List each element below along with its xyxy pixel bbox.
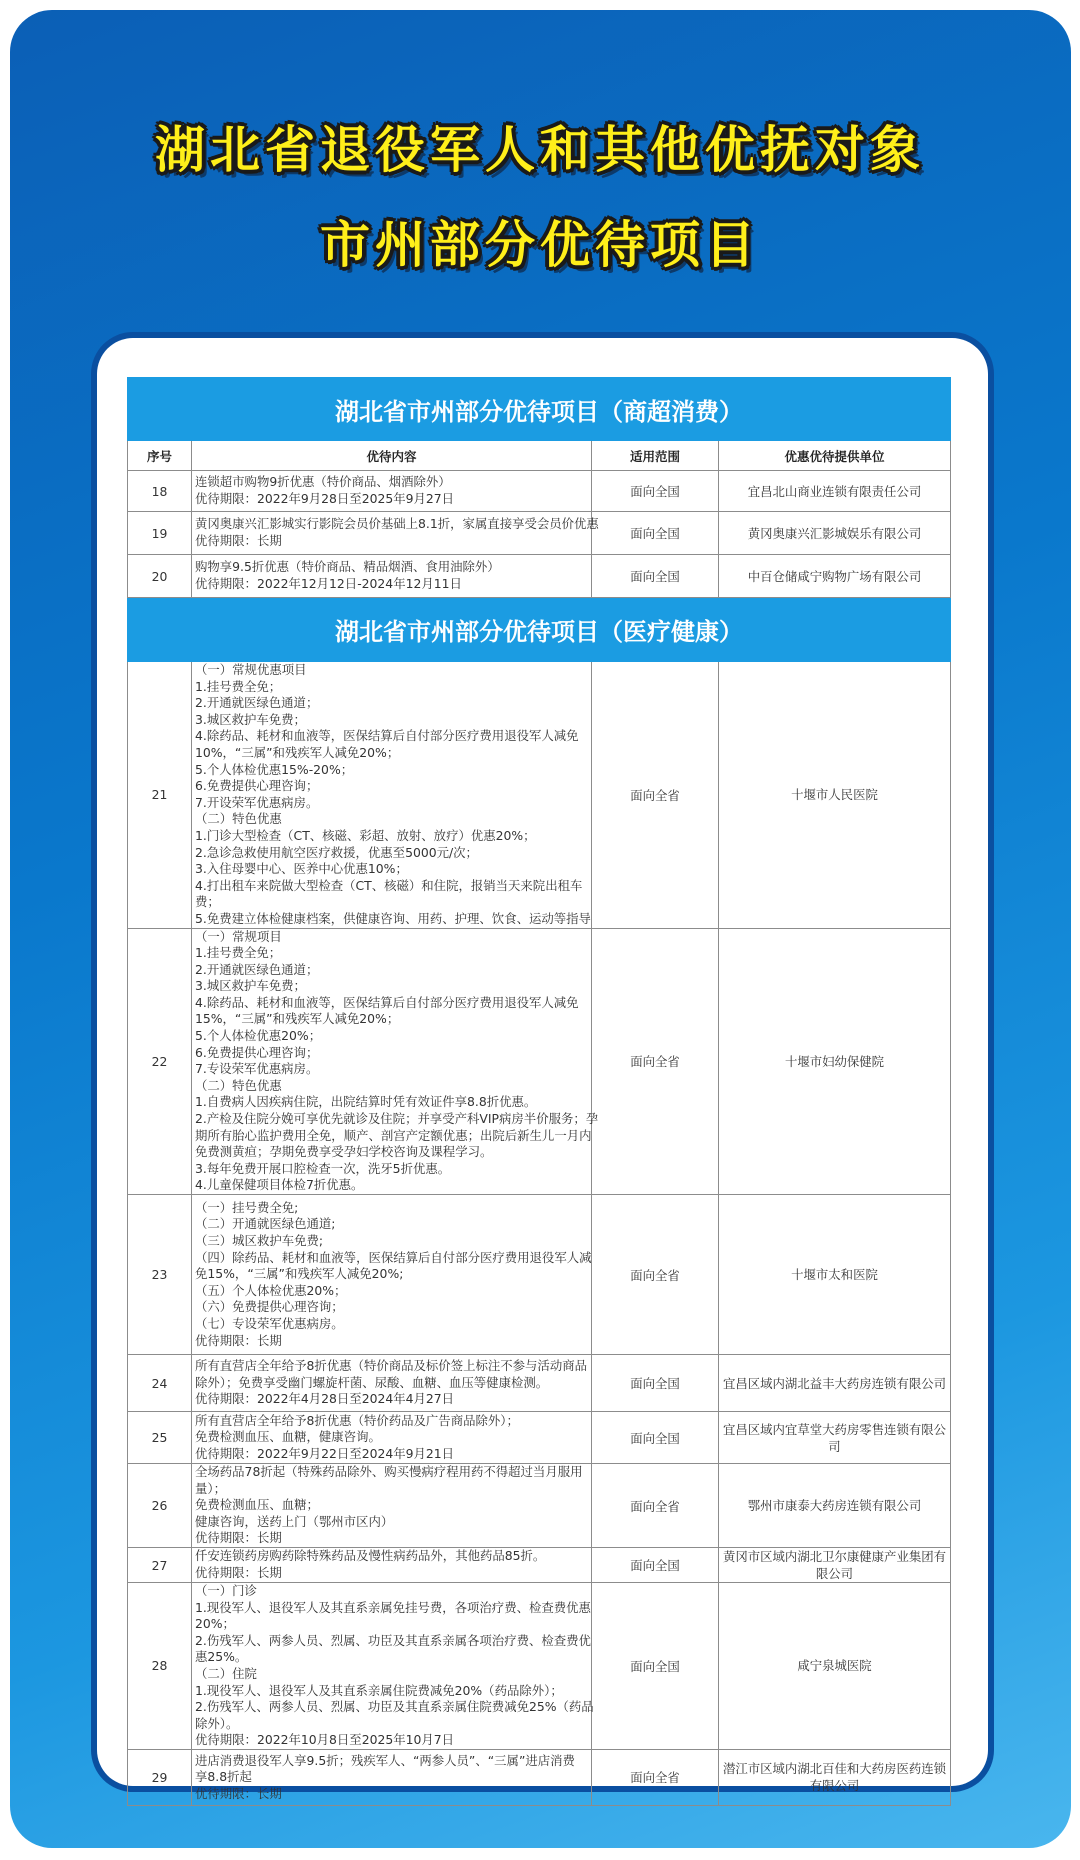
benefit-line: 费；: [195, 894, 220, 910]
benefit-line: （四）除药品、耗材和血液等，医保结算后自付部分医疗费用退役军人减: [195, 1249, 592, 1265]
benefit-line: 6.免费提供心理咨询；: [195, 1044, 319, 1060]
benefit-line: 进店消费退役军人享9.5折；残疾军人、“两参人员”、“三属”进店消费: [195, 1752, 575, 1768]
table-row: [128, 1583, 951, 1750]
benefit-line: 1.自费病人因疾病住院，出院结算时凭有效证件享8.8折优惠。: [195, 1094, 537, 1110]
scope: 面向全国: [592, 1412, 719, 1464]
benefit-content: [192, 555, 592, 598]
table-row: [128, 471, 951, 512]
benefit-line: 仟安连锁药房购药除特殊药品及慢性病药品外，其他药品85折。: [195, 1548, 546, 1564]
provider: 宜昌区域内宜草堂大药房零售连锁有限公司: [719, 1412, 951, 1464]
benefit-line: （五）个人体检优惠20%；: [195, 1282, 347, 1298]
benefit-line: 所有直营店全年给予8折优惠（特价药品及广告商品除外）；: [195, 1412, 519, 1428]
benefits-table: [127, 377, 951, 1806]
benefit-line: 1.现役军人、退役军人及其直系亲属免挂号费，各项治疗费、检查费优惠: [195, 1599, 591, 1615]
benefit-line: （一）门诊: [195, 1583, 257, 1598]
column-header-scope: 适用范围: [592, 441, 719, 471]
benefit-line: （二）特色优惠: [195, 1077, 282, 1093]
provider: 鄂州市康泰大药房连锁有限公司: [719, 1464, 951, 1548]
benefit-line: 15%，“三属”和残疾军人减免20%；: [195, 1011, 400, 1027]
benefit-line: 优待期限：长期: [195, 533, 282, 548]
benefit-line: 优待期限：2022年10月8日至2025年10月7日: [195, 1732, 455, 1748]
section-title: 湖北省市州部分优待项目（商超消费）: [128, 378, 951, 441]
benefit-line: 5.个人体检优惠20%；: [195, 1028, 322, 1044]
benefit-line: 免费检测血压、血糖，健康咨询。: [195, 1429, 381, 1445]
provider: 宜昌北山商业连锁有限责任公司: [719, 471, 951, 512]
benefit-content: [192, 512, 599, 555]
scope: 面向全省: [592, 1195, 719, 1355]
benefit-line: 1.门诊大型检查（CT、核磁、彩超、放射、放疗）优惠20%；: [195, 827, 536, 843]
benefit-line: 优待期限：2022年9月28日至2025年9月27日: [195, 491, 455, 506]
benefit-line: 10%，“三属”和残疾军人减免20%；: [195, 744, 400, 760]
table-row: [128, 1548, 951, 1583]
benefit-content: [192, 1583, 592, 1750]
provider: 黄冈市区域内湖北卫尔康健康产业集团有限公司: [719, 1548, 951, 1583]
benefit-line: 免费检测血压、血糖；: [195, 1497, 319, 1513]
benefit-line: 期所有胎心监护费用全免，顺产、剖宫产定额优惠；出院后新生儿一月内: [195, 1127, 592, 1143]
benefit-line: 量）；: [195, 1480, 226, 1496]
scope: 面向全国: [592, 1583, 719, 1750]
benefit-line: （七）专设荣军优惠病房。: [195, 1315, 344, 1331]
row-number: 29: [128, 1749, 192, 1805]
provider: 潜江市区域内湖北百佳和大药房医药连锁有限公司: [719, 1749, 951, 1805]
benefit-line: 4.除药品、耗材和血液等，医保结算后自付部分医疗费用退役军人减免: [195, 728, 579, 744]
benefit-line: 优待期限：长期: [195, 1785, 282, 1801]
row-number: 21: [128, 662, 192, 929]
benefit-content: [192, 471, 592, 512]
benefit-line: 优待期限：长期: [195, 1332, 282, 1348]
table-row: [128, 928, 951, 1195]
section-header: [128, 598, 951, 662]
benefit-content: [192, 1464, 592, 1548]
section-title: 湖北省市州部分优待项目（医疗健康）: [128, 598, 951, 662]
benefit-line: 3.入住母婴中心、医养中心优惠10%；: [195, 861, 408, 877]
benefit-line: 优待期限：2022年12月12日-2024年12月11日: [195, 576, 462, 591]
table-row: [128, 662, 951, 929]
column-header-content: 优待内容: [192, 441, 592, 471]
benefit-line: 5.个人体检优惠15%-20%；: [195, 761, 354, 777]
scope: 面向全国: [592, 512, 719, 555]
scope: 面向全国: [592, 471, 719, 512]
benefit-content: [192, 1355, 592, 1412]
benefit-line: 优待期限：长期: [195, 1565, 282, 1580]
row-number: 26: [128, 1464, 192, 1548]
row-number: 19: [128, 512, 192, 555]
column-header-num: 序号: [128, 441, 192, 471]
scope: 面向全省: [592, 1464, 719, 1548]
benefit-line: 健康咨询，送药上门（鄂州市区内）: [195, 1513, 394, 1529]
benefit-line: 3.城区救护车免费；: [195, 711, 306, 727]
table-row: [128, 1749, 951, 1805]
benefit-line: 购物享9.5折优惠（特价商品、精品烟酒、食用油除外）: [195, 559, 500, 575]
provider: 中百仓储咸宁购物广场有限公司: [719, 555, 951, 598]
table-row: [128, 1355, 951, 1412]
benefit-line: 惠25%。: [195, 1649, 248, 1665]
benefit-content: [192, 1195, 592, 1355]
page-title-line2: 市州部分优待项目: [320, 216, 760, 274]
benefit-content: [192, 1412, 592, 1464]
table-row: [128, 512, 951, 555]
row-number: 28: [128, 1583, 192, 1750]
page-title-line1: 湖北省退役军人和其他优抚对象: [155, 121, 925, 179]
benefit-line: 优待期限：2022年9月22日至2024年9月21日: [195, 1445, 455, 1461]
row-number: 22: [128, 928, 192, 1195]
benefit-line: 优待期限：长期: [195, 1530, 282, 1546]
benefit-line: 除外）；免费享受幽门螺旋杆菌、尿酸、血糖、血压等健康检测。: [195, 1374, 549, 1390]
benefit-line: 黄冈奥康兴汇影城实行影院会员价基础上8.1折，家属直接享受会员价优惠: [195, 516, 599, 532]
benefit-line: 优待期限：2022年4月28日至2024年4月27日: [195, 1391, 455, 1407]
provider: 黄冈奥康兴汇影城娱乐有限公司: [719, 512, 951, 555]
benefit-line: 7.开设荣军优惠病房。: [195, 794, 319, 810]
benefit-line: 免费测黄疸；孕期免费享受孕妇学校咨询及课程学习。: [195, 1144, 493, 1160]
benefit-line: 免15%，“三属”和残疾军人减免20%;: [195, 1266, 404, 1282]
row-number: 20: [128, 555, 192, 598]
row-number: 25: [128, 1412, 192, 1464]
benefit-line: 4.打出租车来院做大型检查（CT、核磁）和住院，报销当天来院出租车: [195, 877, 583, 893]
benefit-line: （二）开通就医绿色通道;: [195, 1216, 336, 1232]
column-header-row: [128, 441, 951, 471]
benefit-line: 享8.8折起: [195, 1769, 252, 1785]
benefit-line: （一）常规优惠项目: [195, 662, 307, 677]
benefit-line: 除外）。: [195, 1715, 239, 1731]
benefit-line: 6.免费提供心理咨询；: [195, 778, 319, 794]
table-row: [128, 1464, 951, 1548]
table-row: [128, 1195, 951, 1355]
scope: 面向全省: [592, 928, 719, 1195]
benefit-line: （二）住院: [195, 1665, 257, 1681]
table-row: [128, 1412, 951, 1464]
benefit-line: （一）常规项目: [195, 928, 282, 944]
scope: 面向全国: [592, 1548, 719, 1583]
benefit-line: 所有直营店全年给予8折优惠（特价商品及标价签上标注不参与活动商品: [195, 1358, 587, 1374]
benefit-line: 4.儿童保健项目体检7折优惠。: [195, 1177, 364, 1193]
benefit-line: 1.现役军人、退役军人及其直系亲属住院费减免20%（药品除外）；: [195, 1682, 563, 1698]
provider: 宜昌区域内湖北益丰大药房连锁有限公司: [719, 1355, 951, 1412]
benefit-line: 20%；: [195, 1616, 235, 1632]
benefit-line: （三）城区救护车免费;: [195, 1233, 324, 1249]
benefit-line: 2.开通就医绿色通道；: [195, 961, 319, 977]
benefit-content: [192, 928, 599, 1195]
table-row: [128, 555, 951, 598]
row-number: 18: [128, 471, 192, 512]
benefit-line: 2.急诊急救使用航空医疗救援，优惠至5000元/次；: [195, 844, 478, 860]
benefit-line: 2.产检及住院分娩可享优先就诊及住院；并享受产科VIP病房半价服务；孕: [195, 1111, 599, 1127]
benefit-line: 4.除药品、耗材和血液等，医保结算后自付部分医疗费用退役军人减免: [195, 994, 579, 1010]
benefit-line: 7.专设荣军优惠病房。: [195, 1061, 319, 1077]
benefit-line: 3.城区救护车免费；: [195, 978, 306, 994]
benefit-line: 2.伤残军人、两参人员、烈属、功臣及其直系亲属住院费减免25%（药品: [195, 1699, 594, 1715]
scope: 面向全国: [592, 555, 719, 598]
provider: 十堰市妇幼保健院: [719, 928, 951, 1195]
benefit-line: （六）免费提供心理咨询；: [195, 1299, 344, 1315]
scope: 面向全国: [592, 1355, 719, 1412]
row-number: 27: [128, 1548, 192, 1583]
row-number: 24: [128, 1355, 192, 1412]
provider: 十堰市人民医院: [719, 662, 951, 929]
benefit-line: 1.挂号费全免；: [195, 945, 282, 961]
provider: 咸宁泉城医院: [719, 1583, 951, 1750]
column-header-provider: 优惠优待提供单位: [719, 441, 951, 471]
benefit-line: 1.挂号费全免；: [195, 678, 282, 694]
benefit-content: [192, 1548, 592, 1583]
benefit-line: （一）挂号费全免;: [195, 1199, 299, 1215]
scope: 面向全省: [592, 662, 719, 929]
provider: 十堰市太和医院: [719, 1195, 951, 1355]
benefit-line: 连锁超市购物9折优惠（特价商品、烟酒除外）: [195, 474, 451, 490]
section-header: [128, 378, 951, 441]
row-number: 23: [128, 1195, 192, 1355]
benefit-line: 2.伤残军人、两参人员、烈属、功臣及其直系亲属各项治疗费、检查费优: [195, 1632, 591, 1648]
benefit-content: [192, 1749, 592, 1805]
benefit-line: 2.开通就医绿色通道；: [195, 695, 319, 711]
benefit-line: （二）特色优惠: [195, 811, 282, 827]
benefit-line: 5.免费建立体检健康档案，供健康咨询、用药、护理、饮食、运动等指导: [195, 910, 591, 926]
benefit-content: [192, 662, 592, 929]
benefit-line: 全场药品78折起（特殊药品除外、购买慢病疗程用药不得超过当月服用: [195, 1464, 583, 1480]
benefit-line: 3.每年免费开展口腔检查一次，洗牙5折优惠。: [195, 1160, 451, 1176]
scope: 面向全省: [592, 1749, 719, 1805]
